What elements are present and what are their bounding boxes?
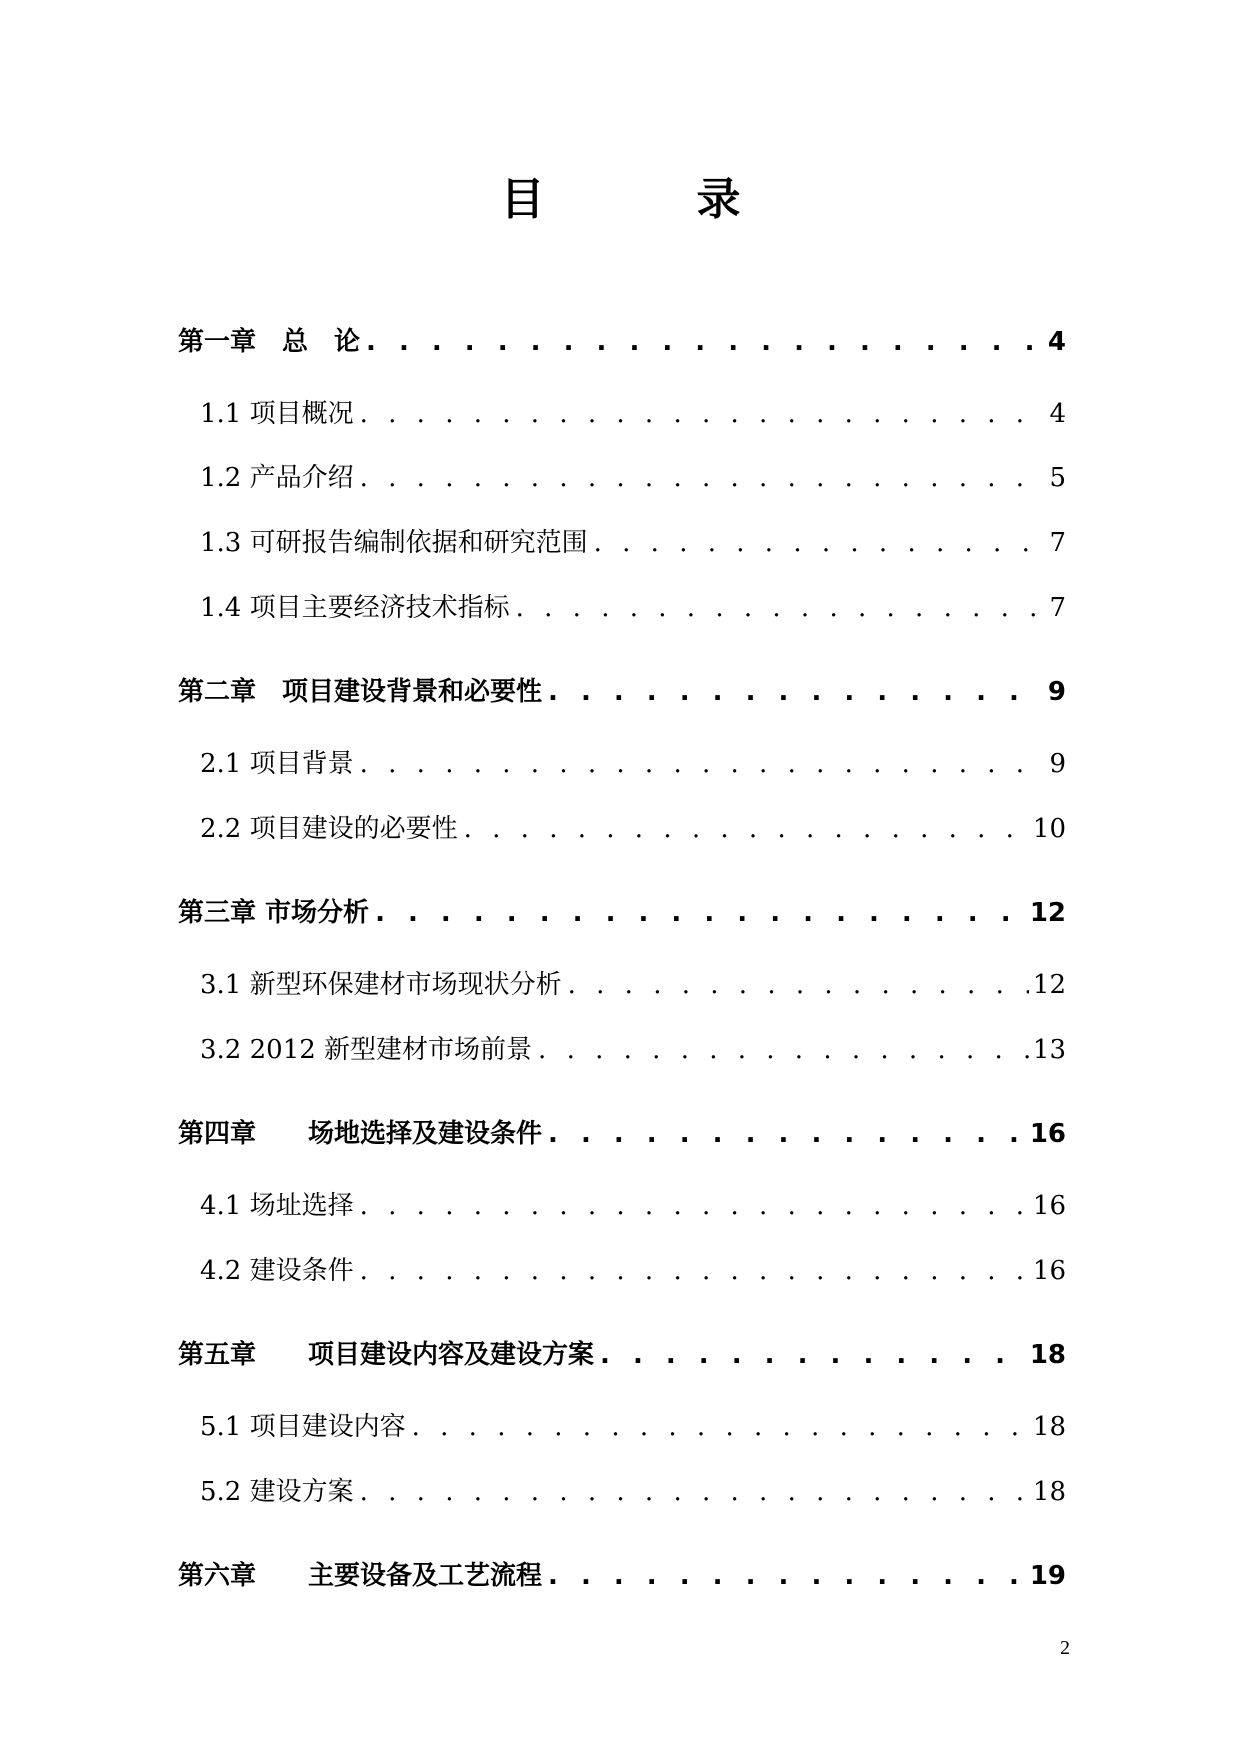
toc-page-number: 13 <box>1032 1035 1066 1065</box>
toc-dot-leader <box>360 394 1046 434</box>
toc-entry-label: 3.2 2012 新型建材市场前景 <box>200 1035 533 1065</box>
toc-page-number: 9 <box>1047 677 1066 707</box>
toc-dot-leader <box>548 1556 1026 1596</box>
toc-section-2-1[interactable] <box>200 744 1066 784</box>
toc-entry-label: 第五章 项目建设内容及建设方案 <box>178 1340 595 1370</box>
toc-page-number: 4 <box>1049 399 1066 429</box>
toc-page-number: 4 <box>1047 327 1066 357</box>
page-footer-number: 2 <box>1060 1637 1070 1659</box>
toc-dot-leader <box>360 458 1046 498</box>
toc-entry-label: 5.1 项目建设内容 <box>200 1412 406 1442</box>
toc-entry-label: 5.2 建设方案 <box>200 1477 354 1507</box>
toc-dot-leader <box>375 893 1026 933</box>
toc-page-number: 19 <box>1029 1561 1066 1591</box>
toc-page-number: 18 <box>1029 1340 1066 1370</box>
toc-page-number: 7 <box>1049 528 1066 558</box>
toc-chapter-2[interactable] <box>178 672 1066 712</box>
toc-entry-label: 2.1 项目背景 <box>200 749 354 779</box>
toc-section-5-2[interactable] <box>200 1472 1066 1512</box>
toc-dot-leader <box>594 523 1046 563</box>
toc-dot-leader <box>538 1030 1029 1070</box>
toc-entry-label: 3.1 新型环保建材市场现状分析 <box>200 970 562 1000</box>
toc-dot-leader <box>360 1186 1029 1226</box>
toc-section-1-3[interactable] <box>200 523 1066 563</box>
toc-section-1-1[interactable] <box>200 394 1066 434</box>
toc-entry-label: 第四章 场地选择及建设条件 <box>178 1119 543 1149</box>
toc-dot-leader <box>600 1335 1026 1375</box>
toc-entry-label: 1.2 产品介绍 <box>200 463 354 493</box>
toc-entry-label: 4.2 建设条件 <box>200 1256 354 1286</box>
toc-dot-leader <box>568 965 1029 1005</box>
toc-chapter-5[interactable] <box>178 1335 1066 1375</box>
toc-entry-label: 第三章 市场分析 <box>178 898 370 928</box>
toc-dot-leader <box>360 1251 1029 1291</box>
toc-chapter-4[interactable] <box>178 1114 1066 1154</box>
toc-dot-leader <box>360 744 1046 784</box>
toc-entry-label: 第一章 总 论 <box>178 327 361 357</box>
toc-entry-label: 1.1 项目概况 <box>200 399 354 429</box>
toc-chapter-6[interactable] <box>178 1556 1066 1596</box>
toc-section-4-2[interactable] <box>200 1251 1066 1291</box>
toc-section-3-1[interactable] <box>200 965 1066 1005</box>
toc-page-number: 12 <box>1032 970 1066 1000</box>
toc-entry-label: 第二章 项目建设背景和必要性 <box>178 677 543 707</box>
toc-page-number: 16 <box>1032 1191 1066 1221</box>
toc-dot-leader <box>548 672 1044 712</box>
toc-page-number: 7 <box>1049 593 1066 623</box>
toc-page-number: 5 <box>1049 463 1066 493</box>
toc-entry-label: 1.4 项目主要经济技术指标 <box>200 593 510 623</box>
toc-dot-leader <box>548 1114 1026 1154</box>
toc-dot-leader <box>516 588 1046 628</box>
toc-page-number: 9 <box>1049 749 1066 779</box>
toc-entry-label: 2.2 项目建设的必要性 <box>200 814 458 844</box>
toc-section-4-1[interactable] <box>200 1186 1066 1226</box>
toc-entry-label: 4.1 场址选择 <box>200 1191 354 1221</box>
toc-dot-leader <box>464 809 1029 849</box>
toc-section-2-2[interactable] <box>200 809 1066 849</box>
toc-entry-label: 1.3 可研报告编制依据和研究范围 <box>200 528 588 558</box>
toc-section-3-2[interactable] <box>200 1030 1066 1070</box>
toc-page-number: 16 <box>1029 1119 1066 1149</box>
toc-dot-leader <box>412 1407 1029 1447</box>
toc-section-1-4[interactable] <box>200 588 1066 628</box>
toc-page-number: 10 <box>1032 814 1066 844</box>
toc-section-1-2[interactable] <box>200 458 1066 498</box>
toc-dot-leader <box>366 322 1044 362</box>
toc-page-number: 18 <box>1032 1412 1066 1442</box>
toc-entry-label: 第六章 主要设备及工艺流程 <box>178 1561 543 1591</box>
toc-page-number: 18 <box>1032 1477 1066 1507</box>
toc-page-number: 12 <box>1029 898 1066 928</box>
page-title: 目 录 <box>500 174 795 225</box>
toc-chapter-1[interactable] <box>178 322 1066 362</box>
toc-chapter-3[interactable] <box>178 893 1066 933</box>
toc-dot-leader <box>360 1472 1029 1512</box>
toc-page-number: 16 <box>1032 1256 1066 1286</box>
toc-section-5-1[interactable] <box>200 1407 1066 1447</box>
